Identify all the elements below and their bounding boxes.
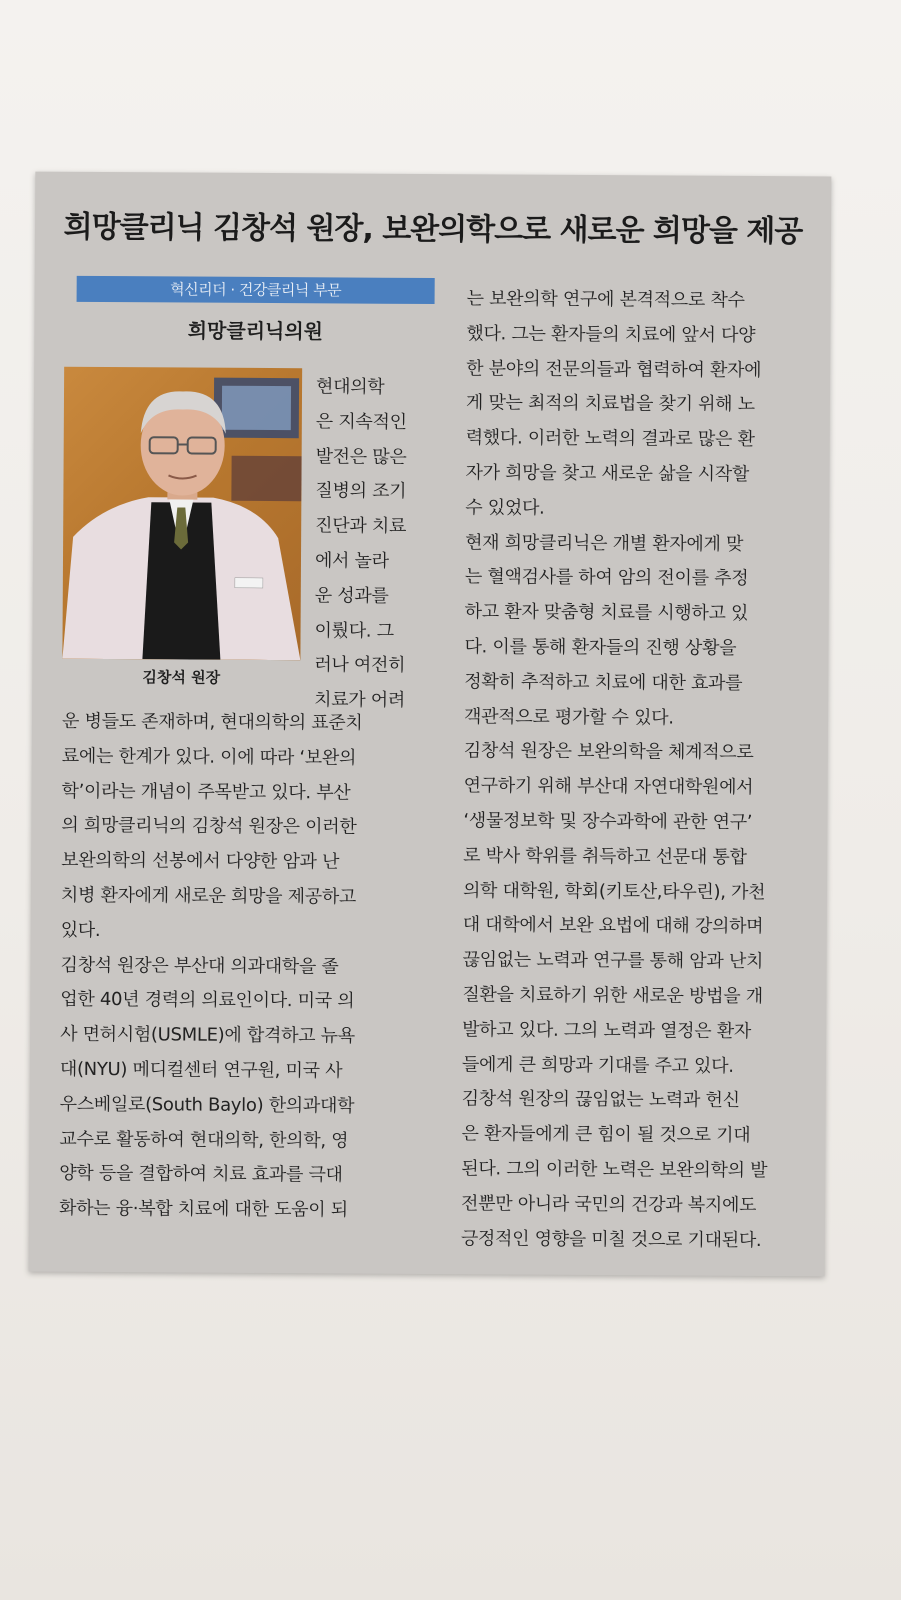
text-line: 는 보완의학 연구에 본격적으로 착수 (466, 288, 745, 311)
text-line: 치료가 어려 (314, 689, 406, 712)
text-line: 연구하기 위해 부산대 자연대학원에서 (463, 775, 754, 799)
left-column-text (59, 705, 442, 1229)
text-line: 자가 희망을 찾고 새로운 삶을 시작할 (465, 462, 750, 485)
text-line: 학’이라는 개념이 주목받고 있다. 부산 (61, 780, 351, 804)
text-line: 현재 희망클리닉은 개별 환자에게 맞 (465, 531, 744, 555)
text-line: 업한 40년 경력의 의료인이다. 미국 의 (60, 989, 355, 1012)
text-line: 이뤘다. 그 (314, 619, 394, 642)
text-line: 는 혈액검사를 하여 암의 전이를 추정 (464, 566, 749, 590)
right-column-text (461, 282, 823, 1258)
text-line: 긍정적인 영향을 미칠 것으로 기대된다. (460, 1227, 762, 1251)
text-line: 운 병들도 존재하며, 현대의학의 표준치 (61, 710, 363, 734)
text-line: 현대의학 (315, 376, 385, 398)
text-line: 러나 여전히 (314, 654, 406, 677)
text-line: 은 지속적인 (315, 411, 407, 433)
text-line: 치병 환자에게 새로운 희망을 제공하고 (60, 884, 357, 908)
text-line: 대(NYU) 메디컬센터 연구원, 미국 사 (59, 1058, 343, 1082)
text-line: 력했다. 이러한 노력의 결과로 많은 환 (465, 427, 755, 451)
text-line: 의 희망클리닉의 김창석 원장은 이러한 (61, 815, 357, 838)
director-photo (62, 367, 302, 660)
text-line: 교수로 활동하여 현대의학, 한의학, 영 (59, 1128, 349, 1152)
text-line: 김창석 원장은 부산대 의과대학을 졸 (60, 954, 339, 978)
text-line: 객관적으로 평가할 수 있다. (463, 705, 674, 729)
text-line: 의학 대학원, 학회(키토산,타우린), 가천 (462, 879, 766, 903)
text-line: 하고 환자 맞춤형 치료를 시행하고 있 (464, 601, 749, 625)
text-line: 발전은 많은 (315, 445, 407, 468)
text-line: 된다. 그의 이러한 노력은 보완의학의 발 (461, 1158, 768, 1181)
text-line: ‘생물정보학 및 장수과학에 관한 연구’ (463, 810, 753, 833)
text-line: 발하고 있다. 그의 노력과 열정은 환자 (462, 1018, 752, 1042)
text-line: 대 대학에서 보완 요법에 대해 강의하며 (462, 914, 764, 938)
text-line: 정확히 추적하고 치료에 대한 효과를 (464, 670, 743, 694)
text-line: 한 분야의 전문의들과 협력하여 환자에 (466, 357, 762, 381)
text-line: 질병의 조기 (315, 480, 407, 503)
text-line: 있다. (60, 919, 101, 941)
beside-photo-text (314, 370, 436, 719)
text-line: 다. 이를 통해 환자들의 진행 상황을 (464, 636, 737, 659)
text-line: 들에게 큰 희망과 기대를 주고 있다. (461, 1053, 734, 1077)
text-line: 끊임없는 노력과 연구를 통해 암과 난치 (462, 949, 764, 973)
text-line: 수 있었다. (465, 496, 545, 519)
text-line: 보완의학의 선봉에서 다양한 암과 난 (61, 849, 340, 873)
director-portrait-illustration (62, 367, 302, 660)
text-line: 김창석 원장은 보완의학을 체계적으로 (463, 740, 754, 764)
text-line: 우스베일로(South Baylo) 한의과대학 (59, 1093, 355, 1117)
text-line: 전뿐만 아니라 국민의 건강과 복지에도 (461, 1192, 757, 1216)
text-line: 화하는 융·복합 치료에 대한 도움이 되 (58, 1197, 348, 1221)
text-line: 은 환자들에게 큰 힘이 될 것으로 기대 (461, 1123, 751, 1147)
text-line: 양학 등을 결합하여 치료 효과를 극대 (59, 1163, 343, 1186)
text-line: 로 박사 학위를 취득하고 선문대 통합 (463, 844, 747, 868)
text-line: 사 면허시험(USMLE)에 합격하고 뉴욕 (60, 1023, 355, 1047)
text-line: 에서 놀라 (314, 550, 389, 572)
text-line: 김창석 원장의 끊임없는 노력과 헌신 (461, 1088, 740, 1112)
photo-caption: 김창석 원장 (142, 668, 221, 687)
text-line: 운 성과를 (314, 585, 389, 607)
text-line: 했다. 그는 환자들의 치료에 앞서 다양 (466, 323, 756, 346)
text-line: 게 맞는 최적의 치료법을 찾기 위해 노 (465, 392, 755, 416)
newspaper-clipping (29, 172, 832, 1277)
text-line: 료에는 한계가 있다. 이에 따라 ‘보완의 (61, 745, 357, 769)
article-subhead: 희망클리닉의원 (187, 318, 324, 344)
category-band: 혁신리더 · 건강클리닉 부문 (77, 276, 435, 304)
article-headline: 희망클리닉 김창석 원장, 보완의학으로 새로운 희망을 제공 (63, 209, 803, 250)
text-line: 질환을 치료하기 위한 새로운 방법을 개 (462, 984, 763, 1007)
text-line: 진단과 치료 (315, 515, 407, 538)
